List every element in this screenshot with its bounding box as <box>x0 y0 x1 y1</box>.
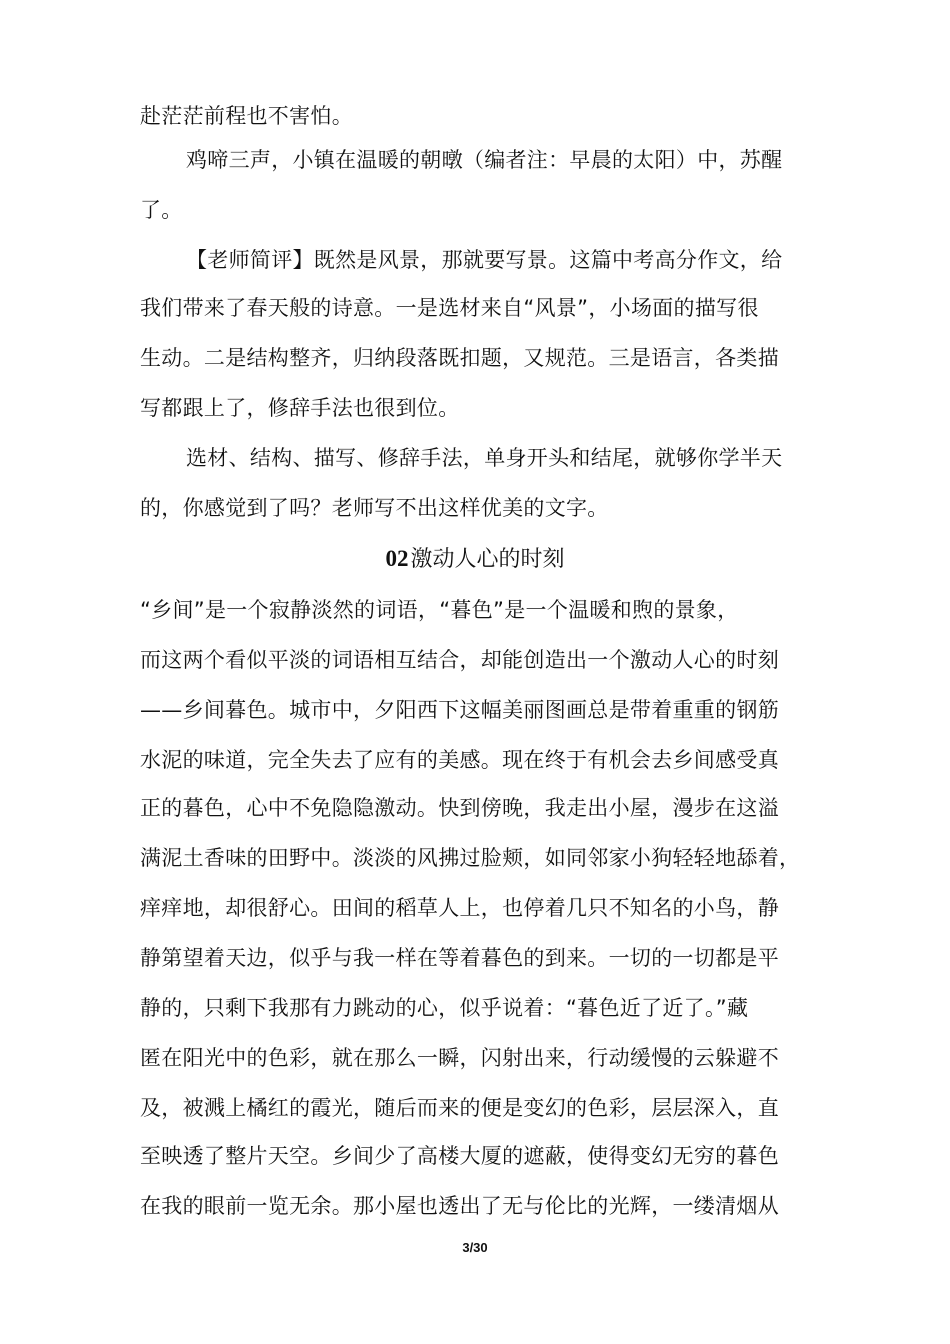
essay-line: 及，被溅上橘红的霞光，随后而来的便是变幻的色彩，层层深入，直 <box>140 1096 779 1120</box>
paragraph-line: 选材、结构、描写、修辞手法，单身开头和结尾，就够你学半天 <box>186 446 783 470</box>
teacher-comment-line: 生动。二是结构整齐，归纳段落既扣题，又规范。三是语言，各类描 <box>140 346 779 370</box>
essay-line: 正的暮色，心中不免隐隐激动。快到傍晚，我走出小屋，漫步在这溢 <box>140 796 779 820</box>
teacher-comment-line: 我们带来了春天般的诗意。一是选材来自“风景”，小场面的描写很 <box>140 296 759 320</box>
essay-line: 满泥土香味的田野中。淡淡的风拂过脸颊，如同邻家小狗轻轻地舔着， <box>140 846 801 870</box>
essay-line: 匿在阳光中的色彩，就在那么一瞬，闪射出来，行动缓慢的云躲避不 <box>140 1046 779 1070</box>
essay-line: 水泥的味道，完全失去了应有的美感。现在终于有机会去乡间感受真 <box>140 748 779 772</box>
essay-line: 而这两个看似平淡的词语相互结合，却能创造出一个激动人心的时刻 <box>140 648 779 672</box>
essay-line: 静的，只剩下我那有力跳动的心，似乎说着：“暮色近了近了。”藏 <box>140 996 749 1020</box>
teacher-comment-line: 写都跟上了，修辞手法也很到位。 <box>140 396 460 420</box>
essay-line: 痒痒地，却很舒心。田间的稻草人上，也停着几只不知名的小鸟，静 <box>140 896 779 920</box>
essay-line: 至映透了整片天空。乡间少了高楼大厦的遮蔽，使得变幻无穷的暮色 <box>140 1144 779 1168</box>
paragraph-line: 鸡啼三声，小镇在温暖的朝暾（编者注：早晨的太阳）中，苏醒 <box>186 148 783 172</box>
paragraph-line: 赴茫茫前程也不害怕。 <box>140 104 353 128</box>
essay-line: “乡间”是一个寂静淡然的词语，“暮色”是一个温暖和煦的景象， <box>140 598 739 622</box>
essay-line: 静第望着天边，似乎与我一样在等着暮色的到来。一切的一切都是平 <box>140 946 779 970</box>
teacher-comment-line: 【老师简评】既然是风景，那就要写景。这篇中考高分作文，给 <box>186 248 783 272</box>
section-title: 激动人心的时刻 <box>410 547 565 572</box>
essay-line: ——乡间暮色。城市中，夕阳西下这幅美丽图画总是带着重重的钢筋 <box>140 698 779 722</box>
essay-line: 在我的眼前一览无余。那小屋也透出了无与伦比的光辉，一缕清烟从 <box>140 1194 779 1218</box>
page-number: 3/30 <box>462 1240 488 1255</box>
paragraph-line: 的，你感觉到了吗？老师写不出这样优美的文字。 <box>140 496 609 520</box>
paragraph-line: 了。 <box>140 198 183 222</box>
section-heading <box>0 544 950 575</box>
section-number: 02 <box>385 546 409 571</box>
